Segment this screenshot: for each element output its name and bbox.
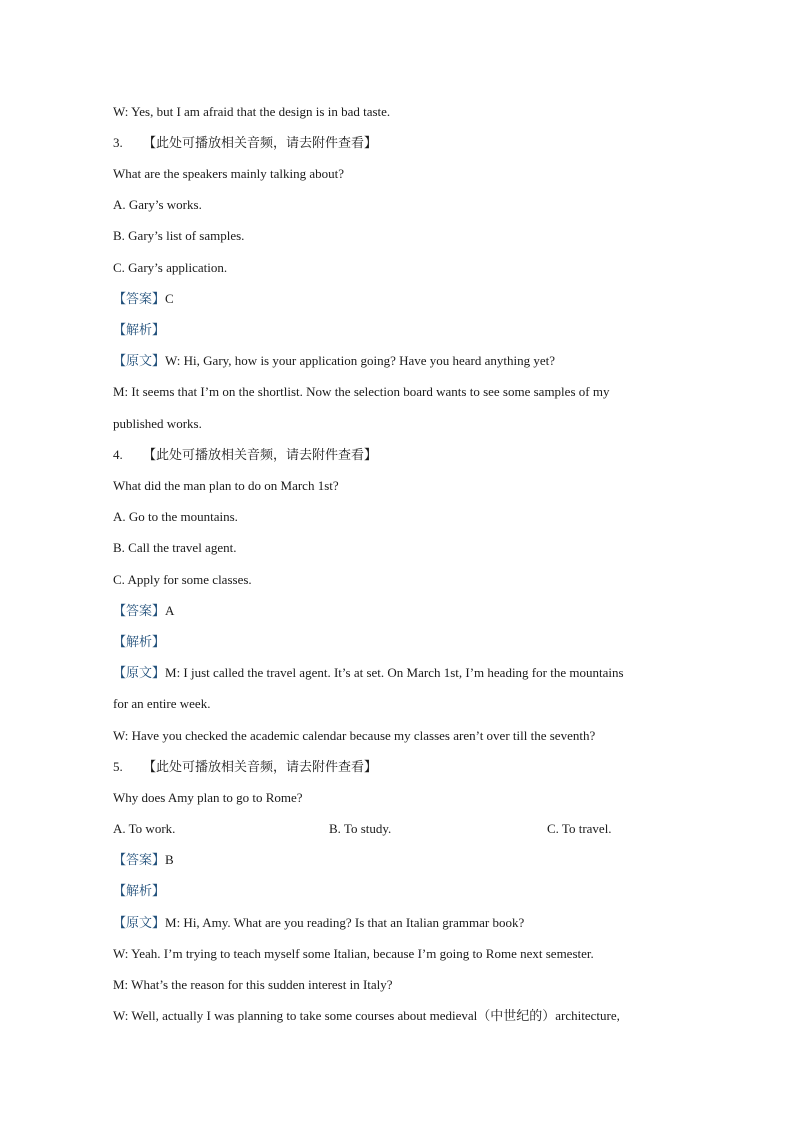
source-tag: 【原文】 (113, 665, 166, 680)
option-c: C. Gary’s application. (113, 260, 228, 275)
source-tag: 【原文】 (113, 353, 166, 368)
analysis-tag: 【解析】 (113, 322, 166, 337)
source-text-line (113, 665, 624, 681)
dialogue-line: M: What’s the reason for this sudden interest in Italy? (113, 977, 393, 992)
question-4-header (113, 447, 377, 463)
question-3-header (113, 135, 377, 151)
option-a: A. Gary’s works. (113, 197, 202, 212)
dialogue-line: M: It seems that I’m on the shortlist. Now the selection board wants to see some samples of my (113, 384, 610, 399)
source-text: M: Hi, Amy. What are you reading? Is that an Italian grammar book? (165, 915, 525, 930)
source-text-line (113, 915, 524, 931)
audio-note: 【此处可播放相关音频，请去附件查看】 (143, 135, 378, 150)
answer-tag: 【答案】 (113, 603, 166, 618)
option-a: A. Go to the mountains. (113, 509, 238, 524)
question-5-header (113, 759, 377, 775)
source-text: W: Hi, Gary, how is your application going? Have you heard anything yet? (165, 353, 556, 368)
analysis-tag: 【解析】 (113, 883, 166, 898)
source-tag: 【原文】 (113, 915, 166, 930)
question-3-text: What are the speakers mainly talking about? (113, 166, 345, 181)
answer-tag: 【答案】 (113, 291, 166, 306)
dialogue-line: for an entire week. (113, 696, 211, 711)
audio-note: 【此处可播放相关音频，请去附件查看】 (143, 759, 378, 774)
answer-line (113, 852, 174, 868)
dialogue-line: published works. (113, 416, 202, 431)
source-text-line (113, 353, 555, 369)
answer-line (113, 603, 174, 619)
question-number: 5. (113, 759, 123, 774)
answer-value: C (165, 291, 174, 306)
dialogue-line: W: Yeah. I’m trying to teach myself some Italian, because I’m going to Rome next semester. (113, 946, 594, 961)
option-c: C. To travel. (547, 821, 612, 836)
analysis-tag: 【解析】 (113, 634, 166, 649)
answer-value: A (165, 603, 175, 618)
answer-tag: 【答案】 (113, 852, 166, 867)
option-c: C. Apply for some classes. (113, 572, 252, 587)
question-number: 4. (113, 447, 123, 462)
option-b: B. Call the travel agent. (113, 540, 237, 555)
option-a: A. To work. (113, 821, 176, 836)
dialogue-line: W: Yes, but I am afraid that the design is in bad taste. (113, 104, 391, 119)
dialogue-line: W: Have you checked the academic calendar because my classes aren’t over till the seventh? (113, 728, 596, 743)
audio-note: 【此处可播放相关音频，请去附件查看】 (143, 447, 378, 462)
dialogue-line: W: Well, actually I was planning to take some courses about medieval（中世纪的）architecture, (113, 1008, 620, 1023)
answer-line (113, 291, 174, 307)
answer-value: B (165, 852, 174, 867)
option-b: B. To study. (329, 821, 392, 836)
option-b: B. Gary’s list of samples. (113, 228, 245, 243)
source-text: M: I just called the travel agent. It’s at set. On March 1st, I’m heading for the mountains (165, 665, 624, 680)
question-5-text: Why does Amy plan to go to Rome? (113, 790, 303, 805)
question-number: 3. (113, 135, 123, 150)
question-4-text: What did the man plan to do on March 1st? (113, 478, 339, 493)
